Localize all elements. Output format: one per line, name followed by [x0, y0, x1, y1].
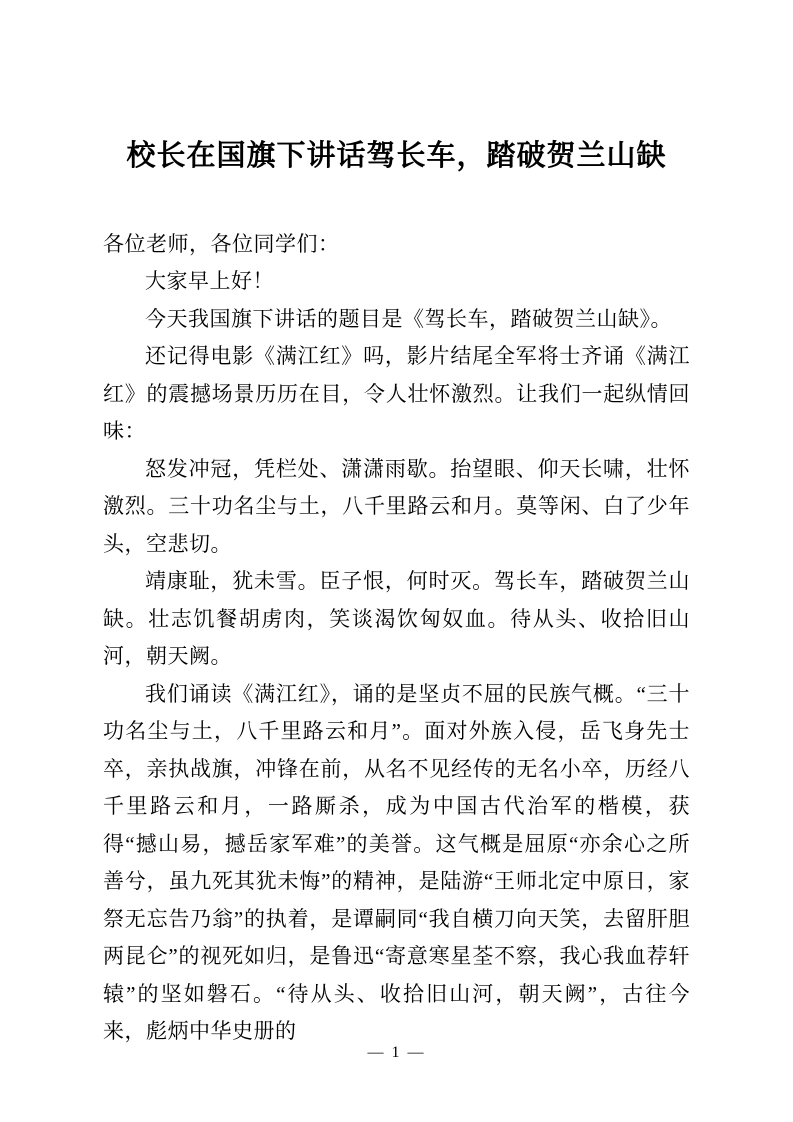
paragraph: 大家早上好！ [145, 269, 274, 294]
paragraph: 怒发冲冠，凭栏处、潇潇雨歇。抬望眼、仰天长啸，壮怀激烈。三十功名尘与土，八千里路云和月。莫等闲、白了少年头，空悲切。 [103, 456, 690, 556]
paragraph: 靖康耻，犹未雪。臣子恨，何时灭。驾长车，踏破贺兰山缺。壮志饥餐胡虏肉，笑谈渴饮匈奴血。待从头、收拾旧山河，朝天阙。 [103, 569, 690, 669]
document-title: 校长在国旗下讲话驾长车，踏破贺兰山缺 [126, 140, 667, 172]
paragraph: 各位老师，各位同学们： [103, 231, 340, 256]
page-footer [0, 1044, 793, 1062]
paragraph: 我们诵读《满江红》，诵的是坚贞不屈的民族气概。“三十功名尘与土，八千里路云和月”。面对外族入侵，岳飞身先士卒，亲执战旗，冲锋在前，从名不见经传的无名小卒，历经八千里路云和月，一路厮杀，成为中国古代治军的楷模，获得“撼山易，撼岳家军难”的美誉。这气概是屈原“亦余心之所善兮，虽九死其犹未悔”的精神，是陆游“王师北定中原日，家祭无忘告乃翁”的执着，是谭嗣同“我自横刀向天笑，去留肝胆两昆仑”的视死如归，是鲁迅“寄意寒星荃不察，我心我血荐轩辕”的坚如磐石。“待从头、收拾旧山河，朝天阙”，古往今来，彪炳中华史册的 [103, 681, 690, 1044]
paragraph: 今天我国旗下讲话的题目是《驾长车，踏破贺兰山缺》。 [145, 306, 672, 331]
paragraph: 还记得电影《满江红》吗，影片结尾全军将士齐诵《满江红》的震撼场景历历在目，令人壮怀激烈。让我们一起纵情回味： [103, 344, 690, 444]
document-body [103, 226, 690, 1051]
page-number: — 1 — [367, 1044, 426, 1061]
